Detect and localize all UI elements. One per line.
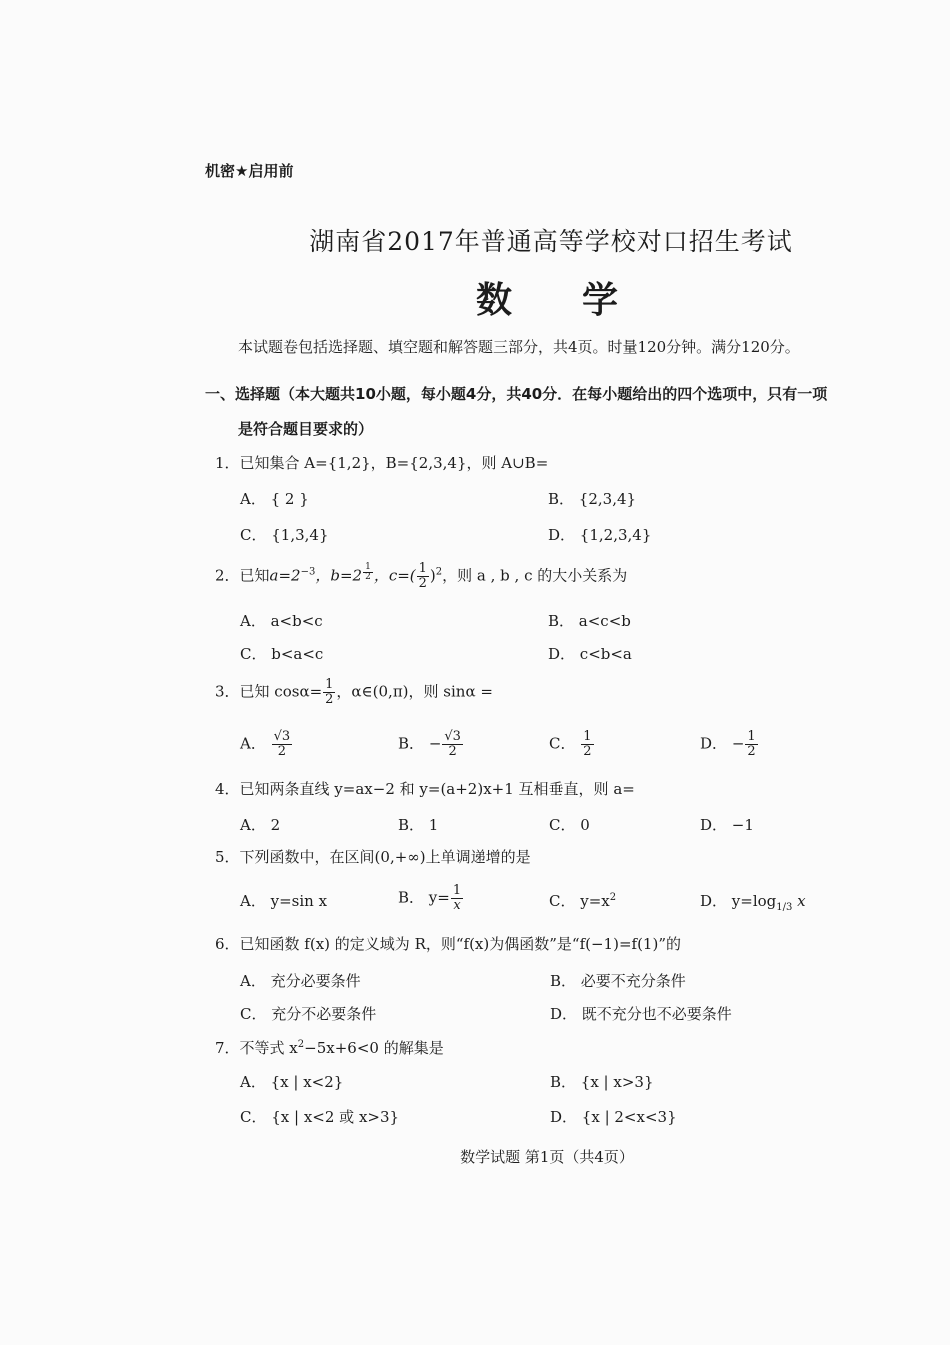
question-1-option-c: C． {1,3,4} (240, 526, 329, 544)
question-5-option-d: D． $y=\log_{1/3}$ x (700, 892, 806, 913)
question-1-option-b: B． {2,3,4} (548, 490, 637, 508)
question-4-option-d: D． −1 (700, 816, 754, 834)
question-4-stem: 4．已知两条直线 y=ax−2 和 y=(a+2)x+1 互相垂直，则 a= (215, 780, 635, 798)
question-6-option-a: A． 充分必要条件 (240, 972, 361, 990)
question-1-option-a: A． { 2 } (240, 490, 309, 508)
question-6-option-d: D． 既不充分也不必要条件 (550, 1005, 732, 1023)
question-7-option-b: B． {x | x>3} (550, 1073, 654, 1091)
section-heading-cont: 是符合题目要求的） (238, 420, 374, 438)
question-5-option-b: B． y= $\frac{1}{x}$ (398, 883, 462, 913)
question-5-option-c: C． $y=x^2$ (549, 892, 617, 910)
question-7-option-c: C． {x | x<2 或 x>3} (240, 1108, 400, 1126)
question-5-stem: 5．下列函数中，在区间(0,+∞)上单调递增的是 (215, 848, 531, 866)
question-7-stem: 7．不等式 $x^2-5x+6<0$ 的解集是 (215, 1039, 444, 1057)
question-3-stem: 3．已知 cosα= $\frac{1}{2}$ ，α∈(0,π)，则 sinα = (215, 677, 493, 707)
section-heading: 一、选择题（本大题共10小题，每小题4分，共40分．在每小题给出的四个选项中，只有一项 (205, 385, 828, 403)
question-4-option-b: B． 1 (398, 816, 439, 834)
question-3-option-d: D． − $\frac{1}{2}$ (700, 729, 756, 759)
question-2-option-b: B． a<c<b (548, 612, 631, 630)
subject-title: 数学 (476, 280, 689, 321)
question-2-option-c: C． b<a<c (240, 645, 324, 663)
confidential-label: 机密★启用前 (205, 162, 294, 180)
question-3-option-c: C． $\frac{1}{2}$ (549, 729, 592, 759)
page-footer: 数学试题 第1页（共4页） (460, 1148, 634, 1166)
question-7-option-d: D． {x | 2<x<3} (550, 1108, 677, 1126)
question-3-option-a: A． $\frac{√3}{2}$ (240, 729, 291, 759)
question-6-option-c: C． 充分不必要条件 (240, 1005, 377, 1023)
question-6-stem: 6．已知函数 f(x) 的定义域为 R，则“f(x)为偶函数”是“f(−1)=f(1)”的 (215, 935, 681, 953)
question-3-option-b: B． − $\frac{√3}{2}$ (398, 729, 461, 759)
exam-title: 湖南省2017年普通高等学校对口招生考试 (309, 227, 793, 256)
question-2-option-a: A． a<b<c (240, 612, 323, 630)
question-1-stem: 1．已知集合 A={1,2}，B={2,3,4}，则 A∪B= (215, 454, 549, 472)
question-1-option-d: D． {1,2,3,4} (548, 526, 652, 544)
question-2-option-d: D． c<b<a (548, 645, 632, 663)
question-4-option-c: C． 0 (549, 816, 590, 834)
exam-intro: 本试题卷包括选择题、填空题和解答题三部分，共4页。时量120分钟。满分120分。 (238, 338, 800, 356)
question-6-option-b: B． 必要不充分条件 (550, 972, 686, 990)
question-5-option-a: A． y=sin x (240, 892, 328, 910)
question-4-option-a: A． 2 (240, 816, 281, 834)
question-2-stem: 2．已知$a=2^{-3}$，b=2 $^{\frac{1}{2}}$ ，c=( $\frac{1}{2}$ )$^2$，则 a , b , c 的大小关系为 (215, 561, 628, 591)
question-7-option-a: A． {x | x<2} (240, 1073, 344, 1091)
